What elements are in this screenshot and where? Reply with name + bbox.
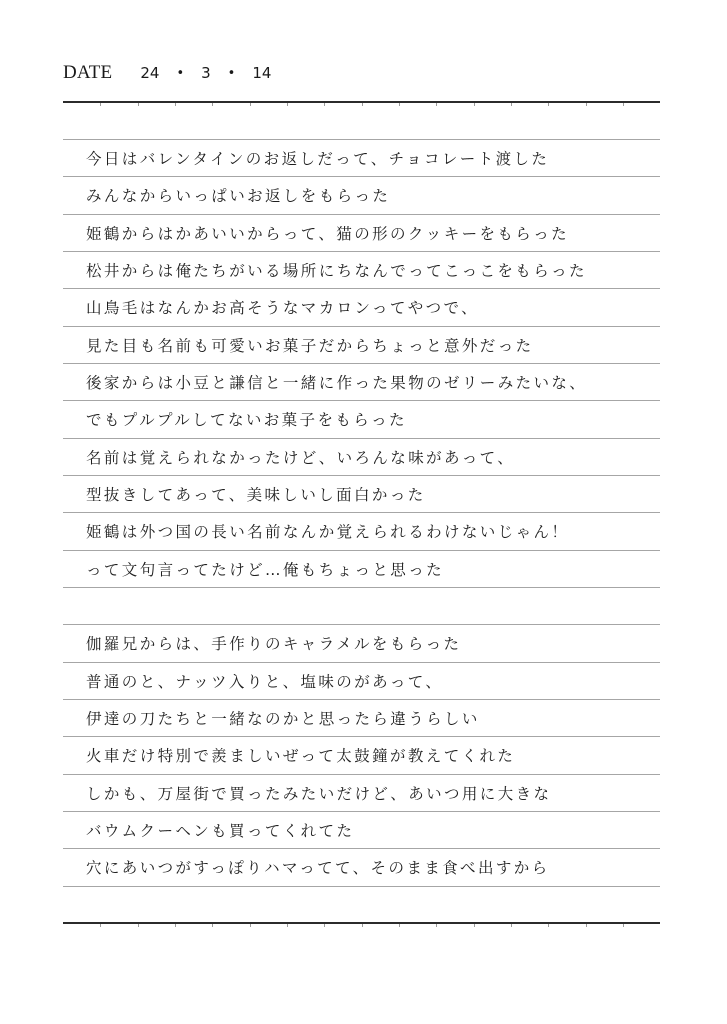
diary-line: 型抜きしてあって、美味しいし面白かった <box>86 486 426 504</box>
date-header <box>63 62 271 88</box>
ruler-tick <box>212 103 213 106</box>
diary-line: でもプルプルしてないお菓子をもらった <box>86 411 407 429</box>
date-year: 24 <box>140 64 160 82</box>
date-month: 3 <box>201 64 211 82</box>
diary-line: って文句言ってたけど…俺もちょっと思った <box>86 561 445 579</box>
diary-line: 火車だけ特別で羨ましいぜって太鼓鐘が教えてくれた <box>86 747 516 765</box>
diary-line: 山鳥毛はなんかお高そうなマカロンってやつで、 <box>86 299 480 317</box>
diary-line: しかも、万屋街で買ったみたいだけど、あいつ用に大きな <box>86 785 552 803</box>
ruler-tick <box>324 924 325 927</box>
ruled-line <box>63 624 660 625</box>
ruler-tick <box>362 103 363 106</box>
diary-line: 松井からは俺たちがいる場所にちなんでってこっこをもらった <box>86 262 587 280</box>
ruler-tick <box>175 103 176 106</box>
ruler-tick <box>474 103 475 106</box>
date-separator-dot: • <box>227 66 236 81</box>
ruler-tick <box>399 103 400 106</box>
ruler-tick <box>362 924 363 927</box>
ruler-tick <box>138 103 139 106</box>
ruler-tick <box>623 924 624 927</box>
diary-line: バウムクーヘンも買ってくれてた <box>86 822 355 840</box>
ruler-tick <box>474 924 475 927</box>
date-separator-dot: • <box>176 66 185 81</box>
ruler-tick <box>138 924 139 927</box>
ruler-tick <box>250 103 251 106</box>
ruler-tick <box>548 103 549 106</box>
diary-line: 今日はバレンタインのお返しだって、チョコレート渡した <box>86 150 550 168</box>
ruler-tick <box>511 103 512 106</box>
ruler-tick <box>287 103 288 106</box>
diary-line: 姫鶴は外つ国の長い名前なんか覚えられるわけないじゃん！ <box>86 523 570 541</box>
ruler-tick <box>436 103 437 106</box>
diary-line: 名前は覚えられなかったけど、いろんな味があって、 <box>86 449 516 467</box>
ruler-tick <box>623 103 624 106</box>
ruler-tick <box>100 103 101 106</box>
diary-line: 伽羅兄からは、手作りのキャラメルをもらった <box>86 635 462 653</box>
diary-line: みんなからいっぱいお返しをもらった <box>86 187 391 205</box>
diary-line: 伊達の刀たちと一緒なのかと思ったら違うらしい <box>86 710 480 728</box>
diary-line: 姫鶴からはかあいいからって、猫の形のクッキーをもらった <box>86 225 569 243</box>
ruler-tick <box>511 924 512 927</box>
ruler-tick <box>399 924 400 927</box>
footer-rule <box>63 922 660 924</box>
diary-line: 穴にあいつがすっぽりハマってて、そのまま食べ出すから <box>86 859 550 877</box>
ruled-line <box>63 139 660 140</box>
diary-line: 後家からは小豆と謙信と一緒に作った果物のゼリーみたいな、 <box>86 374 588 392</box>
diary-line: 見た目も名前も可愛いお菓子だからちょっと意外だった <box>86 337 534 355</box>
ruler-tick <box>324 103 325 106</box>
ruler-tick <box>100 924 101 927</box>
date-label: DATE <box>63 62 113 83</box>
diary-line: 普通のと、ナッツ入りと、塩味のがあって、 <box>86 673 444 691</box>
header-rule <box>63 101 660 103</box>
ruler-tick <box>287 924 288 927</box>
ruler-tick <box>548 924 549 927</box>
ruler-tick <box>175 924 176 927</box>
ruler-tick <box>436 924 437 927</box>
date-day: 14 <box>252 64 272 82</box>
ruler-tick <box>586 103 587 106</box>
ruler-tick <box>250 924 251 927</box>
ruler-tick <box>212 924 213 927</box>
ruler-tick <box>586 924 587 927</box>
